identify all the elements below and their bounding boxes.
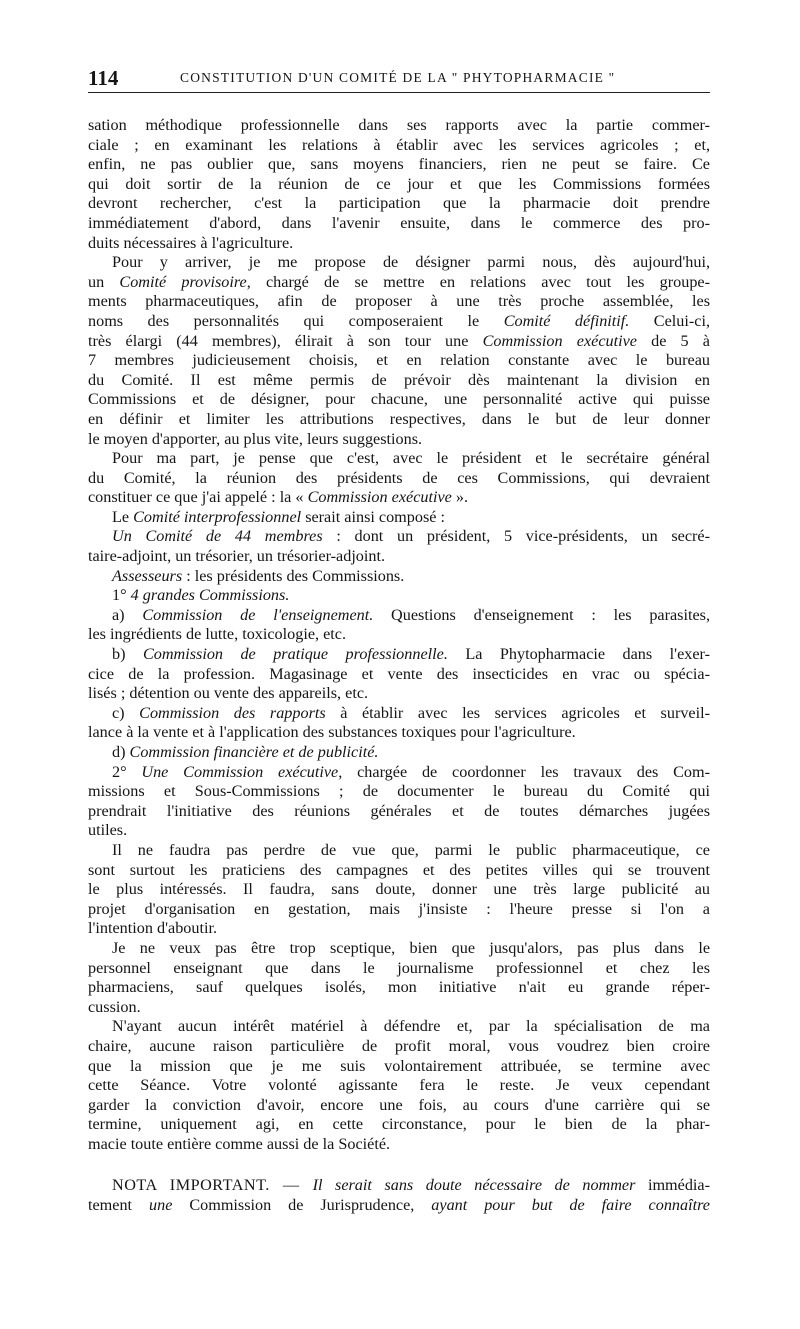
text-line: sation méthodique professionnelle dans ses rapports avec la partie commer- [88, 116, 710, 134]
paragraph-sceptic [88, 939, 710, 1017]
text-line: enfin, ne pas oublier que, sans moyens financiers, rien ne peut se faire. Ce [88, 155, 710, 174]
text-line [88, 763, 710, 783]
text-run: ». [451, 488, 469, 507]
text-run: d) [112, 743, 130, 761]
text-line: pharmaciens, sauf quelques isolés, mon initiative n'ait eu grande réper- [88, 978, 710, 997]
text-line [88, 273, 710, 293]
text-run: immédia- [635, 1176, 710, 1195]
text-line: projet d'organisation en gestation, mais j'insiste : l'heure presse si l'on a [88, 899, 710, 918]
text-run: Questions d'enseignement : les parasites, [373, 605, 711, 624]
text-line: lisés ; détention ou vente des appareils, etc. [88, 684, 369, 703]
italic-run: une [149, 1196, 173, 1215]
text-line [88, 312, 710, 332]
text-line: cice de la profession. Magasinage et vente des insecticides en vrac ou spécia- [88, 664, 710, 683]
italic-run: Commission exécutive [482, 331, 637, 350]
italic-run: Commission des rapports [139, 703, 326, 722]
text-line [88, 1196, 710, 1216]
text-run: a) [112, 605, 143, 624]
text-line [88, 586, 710, 606]
text-run: à établir avec les services agricoles et surveil- [325, 703, 711, 722]
text-line [88, 567, 710, 587]
text-line: duits nécessaires à l'agriculture. [88, 233, 294, 252]
text-line [88, 645, 710, 665]
italic-run: Commission exécutive [307, 488, 452, 507]
body-text [88, 116, 710, 1216]
paragraph-my-part [88, 449, 710, 508]
text-run: : dont un président, 5 vice-présidents, un secré- [322, 527, 710, 546]
text-line: chaire, aucune raison particulière de profit moral, vous voudrez bien croire [88, 1036, 710, 1055]
list-item-executive [88, 763, 710, 841]
text-line: que la mission que je me suis volontairement attribuée, se termine avec [88, 1056, 710, 1075]
paragraph-committee-members [88, 527, 710, 566]
text-line: du Comité, la réunion des présidents de ces Commissions, qui devraient [88, 468, 710, 487]
text-line: cette Séance. Votre volonté agissante fera le reste. Je veux cependant [88, 1076, 710, 1095]
italic-run: Il serait sans doute nécessaire de nommer [312, 1176, 636, 1195]
italic-run: Comité interprofessionnel [133, 507, 302, 526]
text-run: noms des personnalités qui composeraient le [88, 311, 504, 330]
text-run: Le [112, 507, 134, 526]
text-line [88, 1176, 710, 1196]
italic-run: Comité définitif. [503, 311, 630, 330]
text-run: , chargée de coordonner les travaux des Com- [338, 762, 710, 781]
text-line [88, 704, 710, 724]
list-heading-commissions [88, 586, 710, 606]
text-run: La Phytopharmacie dans l'exer- [447, 645, 711, 664]
text-line: devront rechercher, c'est la participation que la pharmacie doit prendre [88, 194, 710, 213]
text-run: de 5 à [636, 331, 710, 350]
text-run: très élargi (44 membres), élirait à son tour une [88, 331, 483, 350]
text-line: missions et Sous-Commissions ; de documenter le bureau du Comité qui [88, 782, 710, 801]
paragraph-public [88, 841, 710, 939]
page-header [88, 62, 710, 93]
text-line: ciale ; en examinant les relations à établir avec les services agricoles ; et, [88, 135, 710, 154]
list-item-a [88, 606, 710, 645]
text-run: Commission de Jurisprudence, [172, 1196, 432, 1215]
text-line: utiles. [88, 821, 128, 840]
italic-run: Comité provisoire [119, 272, 247, 291]
text-line: personnel enseignant que dans le journalisme professionnel et chez les [88, 958, 710, 977]
text-line: lance à la vente et à l'application des substances toxiques pour l'agriculture. [88, 723, 576, 742]
paragraph-proposal [88, 253, 710, 449]
text-line [88, 488, 710, 508]
text-run: 2° [112, 762, 142, 781]
text-line: cussion. [88, 997, 141, 1016]
text-line: garder la conviction d'avoir, encore une fois, au cours d'une carrière qui se [88, 1095, 710, 1114]
text-line: les ingrédients de lutte, toxicologie, etc. [88, 625, 347, 644]
italic-run: Commission de pratique professionnelle. [142, 645, 448, 664]
text-run: c) [112, 703, 140, 722]
text-line: le plus intéressés. Il faudra, sans doute, donner une très large publicité au [88, 880, 710, 899]
text-line: 7 membres judicieusement choisis, et en relation constante avec le bureau [88, 351, 710, 370]
text-run: tement [88, 1196, 150, 1215]
text-line: macie toute entière comme aussi de la Société. [88, 1134, 391, 1153]
paragraph-closing [88, 1017, 710, 1154]
italic-run: Commission financière et de publicité. [129, 743, 379, 761]
text-run: , chargé de se mettre en relations avec tout les groupe- [246, 272, 711, 291]
italic-run: 4 grandes Commissions. [130, 586, 290, 605]
text-line [88, 606, 710, 626]
italic-run: Une Commission exécutive [141, 762, 339, 781]
text-line: sont surtout les praticiens des campagnes et des petites villes qui se trouvent [88, 860, 710, 879]
text-line: termine, uniquement agi, en cette circonstance, pour le bien de la phar- [88, 1115, 710, 1134]
text-line: prendrait l'initiative des réunions générales et de toutes démarches jugées [88, 801, 710, 820]
list-item-b [88, 645, 710, 704]
paragraph-composition [88, 508, 710, 528]
text-line: en définir et limiter les attributions respectives, dans le but de leur donner [88, 409, 710, 428]
text-line [88, 527, 710, 547]
text-line [88, 332, 710, 352]
text-line: immédiatement d'abord, dans l'avenir ensuite, dans le commerce des pro- [88, 213, 710, 232]
text-line [88, 508, 710, 528]
text-run: NOTA IMPORTANT. — [112, 1176, 313, 1195]
text-line: Il ne faudra pas perdre de vue que, parmi le public pharmaceutique, ce [112, 840, 710, 859]
text-run: 1° [112, 586, 131, 605]
paragraph-assessors [88, 567, 710, 587]
text-line [88, 743, 710, 763]
italic-run: Un Comité de 44 membres [112, 527, 323, 546]
text-line: l'intention d'aboutir. [88, 919, 218, 938]
italic-run: Assesseurs [112, 566, 183, 585]
text-run: b) [112, 645, 143, 664]
text-line: le moyen d'apporter, au plus vite, leurs suggestions. [88, 429, 423, 448]
text-line: du Comité. Il est même permis de prévoir dès maintenant la division en [88, 370, 710, 389]
text-line: Commissions et de désigner, pour chacune, une personnalité active qui puisse [88, 390, 710, 409]
text-line: ments pharmaceutiques, afin de proposer à une très proche assemblée, les [88, 292, 710, 311]
text-line: Je ne veux pas être trop sceptique, bien que jusqu'alors, pas plus dans le [112, 938, 710, 957]
text-line: taire-adjoint, un trésorier, un trésorier-adjoint. [88, 547, 386, 566]
text-run: constituer ce que j'ai appelé : la « [88, 488, 308, 507]
running-title: CONSTITUTION D'UN COMITÉ DE LA " PHYTOPHARMACIE " [180, 70, 616, 85]
text-line: Pour ma part, je pense que c'est, avec le président et le secrétaire général [112, 449, 710, 468]
list-item-c [88, 704, 710, 743]
text-run: serait ainsi composé : [301, 507, 445, 526]
paragraph-continuation [88, 116, 710, 253]
text-line: qui doit sortir de la réunion de ce jour et que les Commissions formées [88, 174, 710, 193]
text-line: N'ayant aucun intérêt matériel à défendre et, par la spécialisation de ma [112, 1017, 710, 1036]
list-item-d [88, 743, 710, 763]
italic-run: Commission de l'enseignement. [142, 605, 374, 624]
italic-run: ayant pour but de faire connaître [431, 1196, 710, 1215]
text-run: un [88, 272, 120, 291]
nota-important [88, 1176, 710, 1215]
page-number: 114 [88, 66, 119, 90]
text-line: Pour y arriver, je me propose de désigner parmi nous, dès aujourd'hui, [112, 253, 710, 272]
text-run: Celui-ci, [629, 311, 710, 330]
text-run: : les présidents des Commissions. [182, 566, 405, 585]
